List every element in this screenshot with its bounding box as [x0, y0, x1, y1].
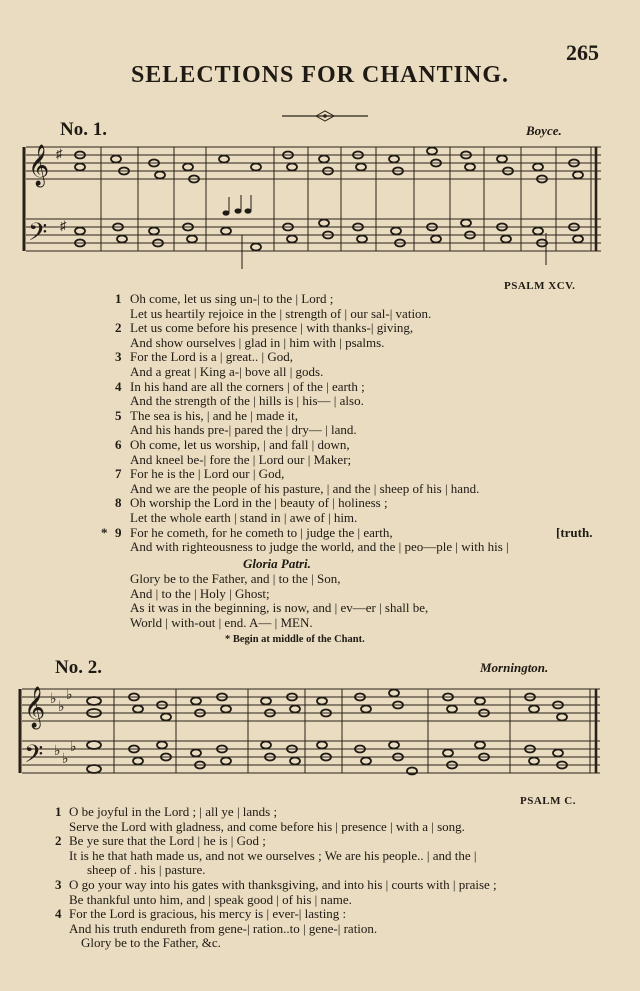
verse-line: O be joyful in the Lord ; | all ye | lands ; — [69, 804, 278, 819]
chant-1-psalm: PSALM XCV. — [504, 280, 576, 292]
verse-number: 2 — [55, 833, 62, 849]
svg-text:♭: ♭ — [54, 744, 61, 759]
svg-text:𝄢: 𝄢 — [28, 218, 48, 253]
verse-line: Let us heartily rejoice in the | strength of | our sal-| vation. — [130, 305, 432, 321]
chant-2-number: No. 2. — [55, 657, 102, 678]
verse-line: Oh worship the Lord in the | beauty of | holiness ; — [130, 495, 388, 511]
gloria-line: As it was in the beginning, is now, and | ev—er | shall be, — [130, 600, 429, 616]
svg-text:𝄢: 𝄢 — [24, 740, 44, 775]
verse-number: 8 — [115, 495, 122, 511]
verse-line: O go your way into his gates with thanksgiving, and into his | courts with | praise ; — [69, 877, 497, 892]
verse-line: And show ourselves | glad in | him with | psalms. — [130, 334, 385, 350]
verse-line: Let the whole earth | stand in | awe of | him. — [130, 510, 358, 525]
svg-text:♯: ♯ — [60, 218, 67, 233]
verse-number: 4 — [115, 378, 122, 394]
verse-line: For the Lord is a | great.. | God, — [130, 349, 293, 365]
verse-number: 1 — [115, 291, 122, 306]
verse-line: sheep of . his | pasture. — [87, 862, 206, 878]
chant-1-score — [16, 135, 606, 270]
gloria-patri-title: Gloria Patri. — [243, 556, 311, 571]
verse-line: Oh come, let us sing un-| to the | Lord ; — [130, 291, 334, 306]
verse-line: The sea is his, | and he | made it, — [130, 407, 299, 423]
verse-line: And kneel be-| fore the | Lord our | Maker; — [130, 451, 352, 467]
verse-number: 2 — [115, 320, 122, 336]
svg-text:♭: ♭ — [70, 740, 77, 755]
verse-line: For he is the | Lord our | God, — [130, 466, 285, 482]
verse-line: In his hand are all the corners | of the | earth ; — [130, 378, 365, 394]
verse-number: 5 — [115, 407, 122, 423]
verse-line: And his truth endureth from gene-| ration..to | gene-| ration. — [69, 920, 378, 936]
verse-line: And a great | King a-| bove all | gods. — [130, 364, 324, 379]
verse-line: And the strength of the | hills is | his— | also. — [130, 393, 364, 409]
verse-line: And we are the people of his pasture, | and the | sheep of his | hand. — [130, 480, 480, 496]
verse-line: Let us come before his presence | with thanks-| giving, — [130, 320, 414, 336]
gloria-line: And | to the | Holy | Ghost; — [130, 585, 270, 601]
svg-text:♭: ♭ — [66, 688, 73, 703]
svg-text:♯: ♯ — [56, 146, 63, 161]
verse-line: Oh come, let us worship, | and fall | down, — [130, 437, 350, 452]
verse-number: 3 — [55, 877, 62, 892]
verse-number: 7 — [115, 466, 122, 482]
gloria-line: World | with-out | end. A— | MEN. — [130, 614, 313, 630]
ornament-divider — [280, 110, 370, 122]
verse-line: For he cometh, for he cometh to | judge the | earth, — [130, 524, 393, 540]
verse-line: And with righteousness to judge the world, and the | peo—ple | with his | — [130, 539, 509, 555]
chant-2-psalm: PSALM C. — [520, 795, 576, 807]
verse-line: Be ye sure that the Lord | he is | God ; — [69, 833, 266, 849]
chant-2-score — [10, 675, 610, 787]
verse-line: Be thankful unto him, and | speak good | of his | name. — [69, 891, 352, 907]
verse-number: 3 — [115, 349, 122, 365]
footnote: * Begin at middle of the Chant. — [225, 634, 365, 645]
page-title: SELECTIONS FOR CHANTING. — [130, 62, 510, 88]
svg-text:𝄞: 𝄞 — [24, 687, 46, 728]
svg-text:♭: ♭ — [58, 700, 65, 715]
chant-1-number: No. 1. — [60, 119, 107, 140]
svg-text:𝄞: 𝄞 — [28, 145, 50, 186]
verse-number: 4 — [55, 906, 62, 922]
footnote-marker: * — [101, 524, 108, 540]
verse-line: Serve the Lord with gladness, and come before his | presence | with a | song. — [69, 818, 465, 834]
page-number: 265 — [566, 40, 599, 65]
chant-1-composer: Boyce. — [526, 123, 562, 138]
verse-number: 9 — [115, 524, 122, 540]
svg-text:♭: ♭ — [50, 692, 57, 707]
svg-text:♭: ♭ — [62, 752, 69, 767]
verse-line: Glory be to the Father, &c. — [81, 935, 221, 951]
gloria-line: Glory be to the Father, and | to the | Son, — [130, 571, 341, 586]
verse-line-carryover: [truth. — [556, 524, 593, 540]
verse-line: For the Lord is gracious, his mercy is | ever-| lasting : — [69, 906, 347, 922]
verse-number: 1 — [55, 804, 62, 819]
verse-line: And his hands pre-| pared the | dry— | land. — [130, 422, 357, 438]
chant-2-composer: Mornington. — [480, 660, 549, 675]
verse-number: 6 — [115, 437, 122, 452]
verse-line: It is he that hath made us, and not we ourselves ; We are his people.. | and the | — [69, 847, 477, 863]
